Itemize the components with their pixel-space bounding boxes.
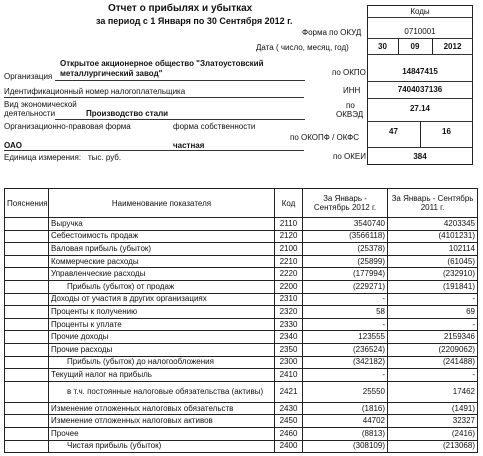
row-current: 25550	[303, 381, 388, 402]
row-name: Прочие доходы	[49, 331, 275, 344]
table-row	[5, 293, 478, 306]
row-code: 2340	[275, 331, 303, 344]
row-current: (177994)	[303, 268, 388, 281]
row-previous: 102114	[388, 243, 478, 256]
col-previous-header: За Январь - Сентябрь 2011 г.	[388, 189, 478, 218]
row-previous: (232910)	[388, 268, 478, 281]
row-name: Проценты к получению	[49, 306, 275, 319]
date-month: 09	[410, 42, 420, 51]
row-code: 2400	[275, 440, 303, 453]
inn-label: ИНН	[343, 86, 361, 95]
report-period: за период с 1 Января по 30 Сентября 2012 г.	[96, 16, 293, 26]
activity-value: Производство стали	[86, 109, 169, 118]
legal-form-label: Организационно-правовая форма	[4, 122, 131, 131]
row-previous: -	[388, 369, 478, 382]
date-label: Дата ( число, месяц, год)	[256, 43, 349, 52]
row-code: 2220	[275, 268, 303, 281]
inn-row-label: Идентификационный номер налогоплательщика	[4, 87, 186, 96]
row-previous: (241488)	[388, 356, 478, 369]
row-current: (342182)	[303, 356, 388, 369]
row-current: (3566118)	[303, 230, 388, 243]
okei-label: по ОКЕИ	[333, 152, 366, 161]
row-code: 2430	[275, 402, 303, 415]
row-current: (1816)	[303, 402, 388, 415]
org-name-line1: Открытое акционерное общество "Златоустовский	[60, 59, 264, 68]
table-row	[5, 356, 478, 369]
row-current: 58	[303, 306, 388, 319]
okfs-code: 16	[442, 127, 451, 136]
table-row	[5, 318, 478, 331]
legal-form-value: ОАО	[4, 141, 22, 150]
col-name-header: Наименование показателя	[49, 189, 275, 218]
org-label: Организация	[4, 72, 53, 81]
row-code: 2200	[275, 280, 303, 293]
row-code: 2210	[275, 255, 303, 268]
row-current: (308109)	[303, 440, 388, 453]
okopf-code: 47	[389, 127, 398, 136]
row-name: Прибыль (убыток) от продаж	[49, 280, 275, 293]
row-current: 44702	[303, 415, 388, 428]
row-previous: 2159346	[388, 331, 478, 344]
row-name: Прочие расходы	[49, 343, 275, 356]
codes-header: Коды	[410, 7, 430, 16]
row-code: 2410	[275, 369, 303, 382]
okpo-code: 14847415	[402, 67, 438, 76]
table-row	[5, 331, 478, 344]
col-code-header: Код	[275, 189, 303, 218]
okved-label-2: ОКВЭД	[336, 110, 364, 119]
row-current: (8813)	[303, 427, 388, 440]
row-current: 123555	[303, 331, 388, 344]
row-code: 2110	[275, 218, 303, 231]
row-code: 2120	[275, 230, 303, 243]
row-name: Изменение отложенных налоговых активов	[49, 415, 275, 428]
row-current: -	[303, 318, 388, 331]
table-row	[5, 243, 478, 256]
row-current: (25899)	[303, 255, 388, 268]
table-row	[5, 369, 478, 382]
row-previous: (1491)	[388, 402, 478, 415]
row-name: Прочее	[49, 427, 275, 440]
table-row	[5, 268, 478, 281]
row-previous: (4101231)	[388, 230, 478, 243]
row-previous: (191841)	[388, 280, 478, 293]
table-row	[5, 415, 478, 428]
row-name: Себестоимость продаж	[49, 230, 275, 243]
okpo-label: по ОКПО	[332, 68, 366, 77]
inn-code: 7404037136	[397, 85, 443, 94]
date-day: 30	[378, 42, 387, 51]
okopf-label: по ОКОПФ / ОКФС	[290, 133, 359, 142]
row-previous: (2209062)	[388, 343, 478, 356]
table-row	[5, 218, 478, 231]
ownership-value: частная	[173, 141, 205, 150]
table-header-row	[5, 189, 478, 218]
unit-value: тыс. руб.	[88, 153, 122, 162]
income-statement-table	[4, 188, 478, 453]
row-code: 2100	[275, 243, 303, 256]
activity-label-1: Вид экономической	[4, 100, 77, 109]
row-previous: 4203345	[388, 218, 478, 231]
table-row	[5, 255, 478, 268]
row-code: 2320	[275, 306, 303, 319]
row-previous: (2416)	[388, 427, 478, 440]
row-name: Текущий налог на прибыль	[49, 369, 275, 382]
table-row	[5, 306, 478, 319]
okud-code: 0710001	[404, 27, 436, 36]
okud-label: Форма по ОКУД	[302, 28, 362, 37]
ownership-label: форма собственности	[173, 122, 256, 131]
row-previous: (61045)	[388, 255, 478, 268]
org-name-line2: металлургический завод"	[60, 69, 163, 78]
row-code: 2350	[275, 343, 303, 356]
activity-label-2: деятельности	[4, 109, 56, 118]
col-current-header: За Январь - Сентябрь 2012 г.	[303, 189, 388, 218]
row-name: Коммерческие расходы	[49, 255, 275, 268]
row-name: Доходы от участия в других организациях	[49, 293, 275, 306]
row-name: в т.ч. постоянные налоговые обязательства (активы)	[49, 381, 275, 402]
col-notes-header: Пояснения	[5, 189, 49, 218]
row-name: Выручка	[49, 218, 275, 231]
row-name: Валовая прибыль (убыток)	[49, 243, 275, 256]
table-row	[5, 343, 478, 356]
table-row	[5, 440, 478, 453]
table-row	[5, 230, 478, 243]
row-name: Чистая прибыль (убыток)	[49, 440, 275, 453]
row-name: Изменение отложенных налоговых обязательств	[49, 402, 275, 415]
row-previous: 32327	[388, 415, 478, 428]
row-current: -	[303, 369, 388, 382]
table-row	[5, 381, 478, 402]
row-previous: -	[388, 293, 478, 306]
row-name: Прибыль (убыток) до налогообложения	[49, 356, 275, 369]
unit-label: Единица измерения:	[4, 153, 82, 162]
row-current: (236524)	[303, 343, 388, 356]
row-previous: -	[388, 318, 478, 331]
okved-code: 27.14	[409, 104, 431, 113]
row-code: 2300	[275, 356, 303, 369]
row-code: 2450	[275, 415, 303, 428]
row-code: 2460	[275, 427, 303, 440]
row-current: -	[303, 293, 388, 306]
row-previous: 69	[388, 306, 478, 319]
row-current: (229271)	[303, 280, 388, 293]
report-title: Отчет о прибылях и убытках	[108, 3, 253, 14]
row-previous: (213068)	[388, 440, 478, 453]
row-name: Управленческие расходы	[49, 268, 275, 281]
table-row	[5, 427, 478, 440]
row-name: Проценты к уплате	[49, 318, 275, 331]
row-code: 2421	[275, 381, 303, 402]
row-previous: 17462	[388, 381, 478, 402]
table-row	[5, 402, 478, 415]
row-code: 2330	[275, 318, 303, 331]
row-code: 2310	[275, 293, 303, 306]
row-current: (25378)	[303, 243, 388, 256]
okei-code: 384	[413, 152, 427, 161]
date-year: 2012	[443, 42, 462, 51]
table-row	[5, 280, 478, 293]
row-current: 3540740	[303, 218, 388, 231]
okved-label-1: по	[346, 101, 355, 110]
